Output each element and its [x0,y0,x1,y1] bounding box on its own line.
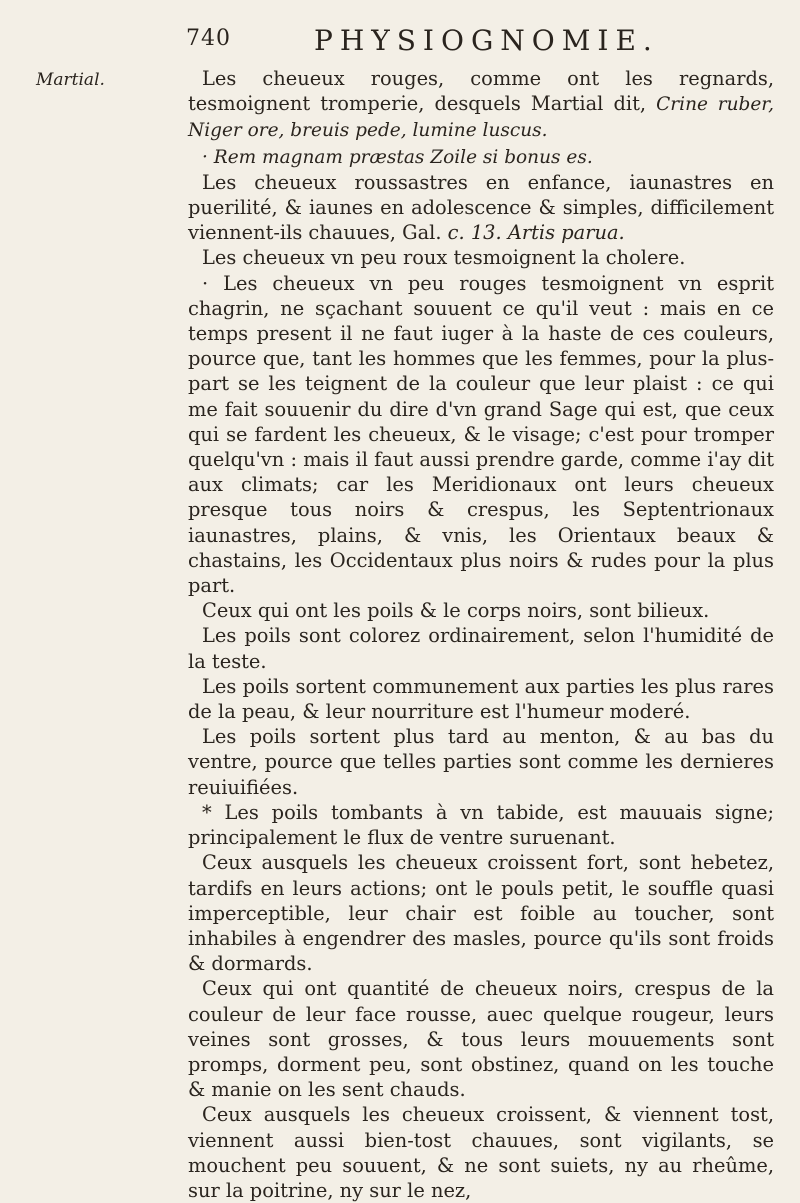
page-number: 740 [186,26,231,51]
paragraph: * Les poils tombants à vn tabide, est mauuais signe; principalement le flux de ventre suruenant. [188,800,774,850]
latin-quote: Crine ruber, Niger ore, breuis pede, lumine luscus. [188,94,774,142]
paragraph-text: Les cheueux rouges, comme ont les regnards, tesmoignent tromperie, desquels Martial dit, [188,67,774,116]
paragraph-text: Les cheueux roussastres en enfance, iaunastres en puerilité, & iaunes en adolescence & simples, difficilement viennent-ils chauues, Gal. [188,170,774,245]
body-text [188,66,774,1203]
paragraph: Les cheueux vn peu roux tesmoignent la cholere. [202,246,686,270]
paragraph [188,170,774,246]
latin-quote: · Rem magnam præstas Zoile si bonus es. [202,146,593,168]
paragraph [188,66,774,144]
paragraph [188,144,774,170]
paragraph: Ceux ausquels les cheueux croissent fort, sont hebetez, tardifs en leurs actions; ont le pouls petit, le souffle quasi imperceptible, leur chair est foible au toucher, sont inhabiles à engendrer des masles, pource qu'ils sont froids & dormards. [188,851,774,976]
paragraph: Les poils sont colorez ordinairement, selon l'humidité de la teste. [188,624,774,673]
running-title: PHYSIOGNOMIE. [314,24,659,57]
paragraph: Ceux qui ont quantité de cheueux noirs, crespus de la couleur de leur face rousse, auec quelque rougeur, leurs veines sont grosses, & tous leurs mouuements sont promps, dorment peu, sont obstinez, quand on les touche & manie on les sent chauds. [188,977,774,1102]
margin-note: Martial. [36,70,105,90]
citation: c. 13. Artis parua. [447,221,625,245]
paragraph: Ceux ausquels les cheueux croissent, & viennent tost, viennent aussi bien-tost chauues, sont vigilants, se mouchent peu souuent, & ne sont suiets, ny au rheûme, sur la poitrine, ny sur le nez, [188,1103,774,1202]
paragraph: Les poils sortent communement aux parties les plus rares de la peau, & leur nourriture est l'humeur moderé. [188,674,774,724]
paragraph: Ceux qui ont les poils & le corps noirs, sont bilieux. [202,599,710,623]
page-header [186,26,686,60]
paragraph: · Les cheueux vn peu rouges tesmoignent vn esprit chagrin, ne sçachant souuent ce qu'il veut : mais en ce temps present il ne faut iuger à la haste de ces couleurs, pource que, tant les hommes que les femmes, pour la plus-part se les teignent de la couleur que leur plaist : ce qui me fait souuenir du dire d'vn grand Sage qui est, que ceux qui se fardent les cheueux, & le visage; c'est pour tromper quelqu'vn : mais il faut aussi prendre garde, comme i'ay dit aux climats; car les Meridionaux ont leurs cheueux presque tous noirs & crespus, les Septentrionaux iaunastres, plains, & vnis, les Orientaux beaux & chastains, les Occidentaux plus noirs & rudes pour la plus part. [188,271,774,598]
paragraph: Les poils sortent plus tard au menton, & au bas du ventre, pource que telles parties sont comme les dernieres reuiuifiées. [188,725,774,799]
